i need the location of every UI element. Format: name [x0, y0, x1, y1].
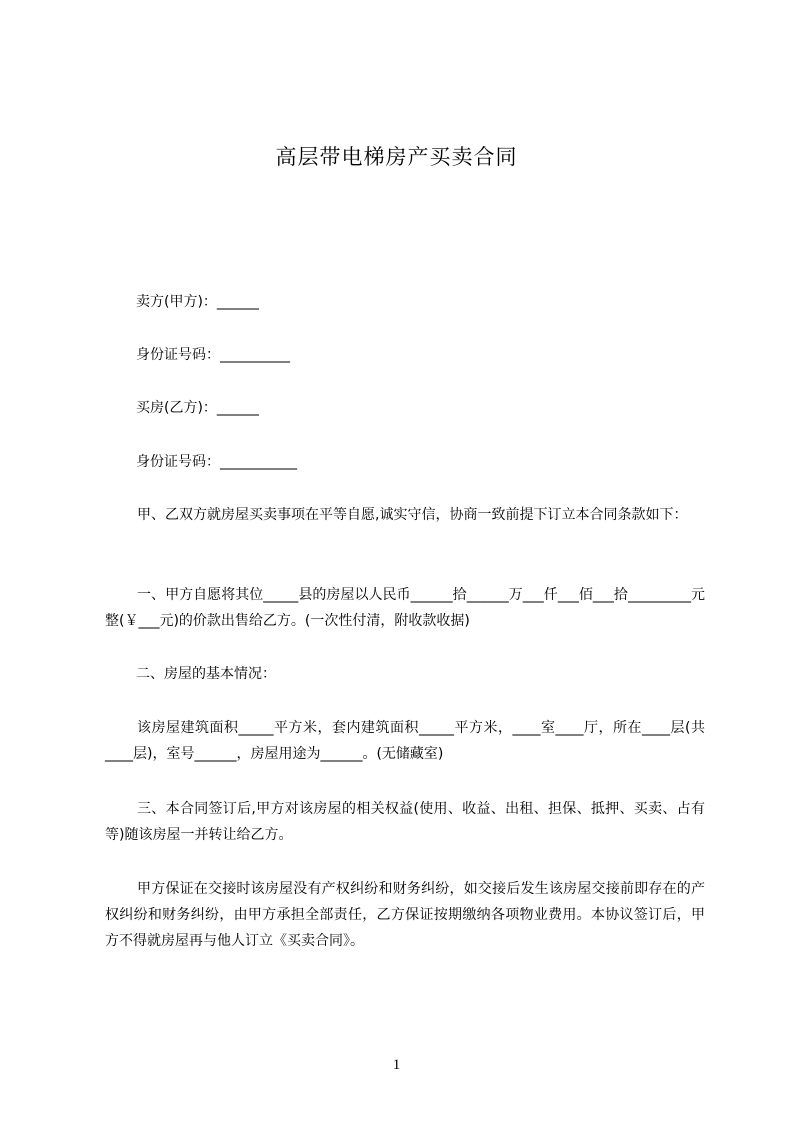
- guarantee-paragraph: 甲方保证在交接时该房屋没有产权纠纷和财务纠纷，如交接后发生该房屋交接前即存在的产权纠纷和财务纠纷，由甲方承担全部责任，乙方保证按期缴纳各项物业费用。本协议签订后，甲方不得就房屋再与他人订立《买卖合同》。: [105, 881, 705, 949]
- clause2-heading: 二、房屋的基本情况：: [136, 666, 276, 682]
- seller-id-line: 身份证号码：__________: [136, 347, 290, 363]
- clause3-paragraph: 三、本合同签订后,甲方对该房屋的相关权益(使用、收益、出租、担保、抵押、买卖、占有等)随该房屋一并转让给乙方。: [105, 801, 705, 843]
- page-number: 1: [392, 1057, 401, 1073]
- buyer-id-line: 身份证号码：___________: [136, 454, 297, 470]
- intro-paragraph: 甲、乙双方就房屋买卖事项在平等自愿,诚实守信，协商一致前提下订立本合同条款如下：: [137, 507, 688, 523]
- document-title: 高层带电梯房产买卖合同: [275, 145, 518, 169]
- clause2-paragraph: 该房屋建筑面积_____平方米，套内建筑面积_____平方米，____室____厅，所在____层(共____层)，室号______，房屋用途为______。(无储藏室): [105, 720, 705, 762]
- clause1-paragraph: 一、甲方自愿将其位_____县的房屋以人民币______拾______万___仟___佰___拾_________元整(￥___元)的价款出售给乙方。(一次性付清，附收款收据): [105, 587, 705, 629]
- buyer-line: 买房(乙方)：______: [136, 400, 259, 416]
- seller-line: 卖方(甲方)：______: [136, 294, 259, 310]
